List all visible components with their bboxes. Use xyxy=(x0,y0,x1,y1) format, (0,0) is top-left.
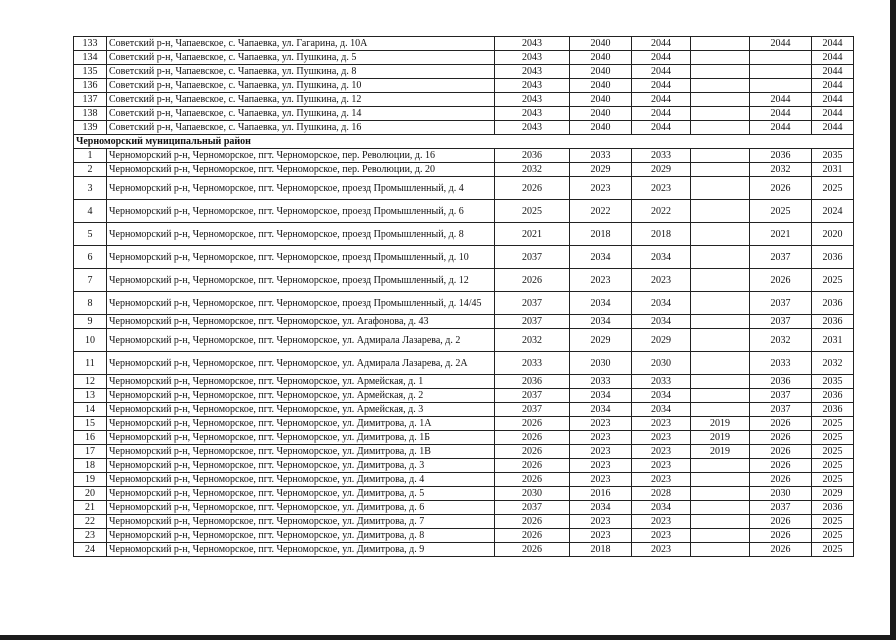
table-row xyxy=(74,37,854,51)
year-cell-1: 2033 xyxy=(495,352,570,375)
year-cell-4 xyxy=(691,459,750,473)
year-cell-3: 2044 xyxy=(632,79,691,93)
row-number-cell: 133 xyxy=(74,37,107,51)
year-cell-6: 2036 xyxy=(812,403,854,417)
year-cell-3: 2044 xyxy=(632,93,691,107)
row-number-cell: 10 xyxy=(74,329,107,352)
year-cell-5 xyxy=(750,65,812,79)
year-cell-4 xyxy=(691,37,750,51)
year-cell-3: 2023 xyxy=(632,177,691,200)
address-cell: Черноморский р-н, Черноморское, пгт. Черноморское, ул. Димитрова, д. 1Б xyxy=(107,431,495,445)
year-cell-4 xyxy=(691,501,750,515)
year-cell-3: 2022 xyxy=(632,200,691,223)
year-cell-2: 2034 xyxy=(570,246,632,269)
year-cell-6: 2020 xyxy=(812,223,854,246)
year-cell-1: 2026 xyxy=(495,459,570,473)
year-cell-6: 2044 xyxy=(812,107,854,121)
table-row xyxy=(74,65,854,79)
year-cell-3: 2034 xyxy=(632,403,691,417)
year-cell-5: 2026 xyxy=(750,177,812,200)
year-cell-6: 2025 xyxy=(812,177,854,200)
address-cell: Черноморский р-н, Черноморское, пгт. Черноморское, ул. Адмирала Лазарева, д. 2 xyxy=(107,329,495,352)
year-cell-5 xyxy=(750,79,812,93)
year-cell-3: 2023 xyxy=(632,431,691,445)
year-cell-4 xyxy=(691,329,750,352)
row-number-cell: 134 xyxy=(74,51,107,65)
address-cell: Черноморский р-н, Черноморское, пгт. Черноморское, ул. Адмирала Лазарева, д. 2А xyxy=(107,352,495,375)
year-cell-3: 2044 xyxy=(632,107,691,121)
table-row xyxy=(74,459,854,473)
section-title: Черноморский муниципальный район xyxy=(74,135,854,149)
year-cell-4 xyxy=(691,543,750,557)
year-cell-5: 2021 xyxy=(750,223,812,246)
year-cell-6: 2025 xyxy=(812,473,854,487)
year-cell-2: 2034 xyxy=(570,292,632,315)
year-cell-3: 2023 xyxy=(632,473,691,487)
table-row xyxy=(74,329,854,352)
year-cell-5: 2026 xyxy=(750,529,812,543)
address-cell: Черноморский р-н, Черноморское, пгт. Черноморское, проезд Промышленный, д. 12 xyxy=(107,269,495,292)
year-cell-4 xyxy=(691,79,750,93)
row-number-cell: 18 xyxy=(74,459,107,473)
address-cell: Черноморский р-н, Черноморское, пгт. Черноморское, пер. Революции, д. 20 xyxy=(107,163,495,177)
scan-edge-bottom xyxy=(0,635,896,640)
row-number-cell: 14 xyxy=(74,403,107,417)
year-cell-5: 2044 xyxy=(750,121,812,135)
address-cell: Черноморский р-н, Черноморское, пгт. Черноморское, ул. Димитрова, д. 4 xyxy=(107,473,495,487)
year-cell-6: 2036 xyxy=(812,389,854,403)
year-cell-3: 2023 xyxy=(632,529,691,543)
year-cell-2: 2040 xyxy=(570,65,632,79)
year-cell-3: 2044 xyxy=(632,51,691,65)
year-cell-4 xyxy=(691,200,750,223)
year-cell-2: 2023 xyxy=(570,515,632,529)
row-number-cell: 23 xyxy=(74,529,107,543)
table-row xyxy=(74,487,854,501)
year-cell-4 xyxy=(691,403,750,417)
year-cell-6: 2024 xyxy=(812,200,854,223)
year-cell-3: 2044 xyxy=(632,37,691,51)
year-cell-1: 2043 xyxy=(495,37,570,51)
address-cell: Черноморский р-н, Черноморское, пгт. Черноморское, пер. Революции, д. 16 xyxy=(107,149,495,163)
row-number-cell: 3 xyxy=(74,177,107,200)
year-cell-5: 2026 xyxy=(750,515,812,529)
year-cell-1: 2025 xyxy=(495,200,570,223)
year-cell-3: 2018 xyxy=(632,223,691,246)
year-cell-6: 2035 xyxy=(812,149,854,163)
row-number-cell: 138 xyxy=(74,107,107,121)
year-cell-6: 2029 xyxy=(812,487,854,501)
year-cell-2: 2029 xyxy=(570,329,632,352)
year-cell-6: 2044 xyxy=(812,51,854,65)
address-cell: Черноморский р-н, Черноморское, пгт. Черноморское, ул. Димитрова, д. 9 xyxy=(107,543,495,557)
year-cell-4 xyxy=(691,163,750,177)
address-cell: Черноморский р-н, Черноморское, пгт. Черноморское, проезд Промышленный, д. 8 xyxy=(107,223,495,246)
year-cell-4: 2019 xyxy=(691,445,750,459)
address-cell: Советский р-н, Чапаевское, с. Чапаевка, ул. Пушкина, д. 8 xyxy=(107,65,495,79)
row-number-cell: 5 xyxy=(74,223,107,246)
row-number-cell: 136 xyxy=(74,79,107,93)
year-cell-2: 2023 xyxy=(570,529,632,543)
year-cell-3: 2023 xyxy=(632,543,691,557)
table-row xyxy=(74,445,854,459)
table-row xyxy=(74,93,854,107)
address-cell: Черноморский р-н, Черноморское, пгт. Черноморское, проезд Промышленный, д. 4 xyxy=(107,177,495,200)
address-cell: Советский р-н, Чапаевское, с. Чапаевка, ул. Пушкина, д. 16 xyxy=(107,121,495,135)
row-number-cell: 22 xyxy=(74,515,107,529)
year-cell-5: 2026 xyxy=(750,431,812,445)
year-cell-4 xyxy=(691,149,750,163)
row-number-cell: 7 xyxy=(74,269,107,292)
year-cell-1: 2037 xyxy=(495,292,570,315)
table-row xyxy=(74,417,854,431)
year-cell-3: 2044 xyxy=(632,121,691,135)
year-cell-1: 2026 xyxy=(495,431,570,445)
year-cell-2: 2023 xyxy=(570,269,632,292)
row-number-cell: 16 xyxy=(74,431,107,445)
row-number-cell: 17 xyxy=(74,445,107,459)
table-row xyxy=(74,79,854,93)
address-cell: Советский р-н, Чапаевское, с. Чапаевка, ул. Гагарина, д. 10А xyxy=(107,37,495,51)
address-cell: Черноморский р-н, Черноморское, пгт. Черноморское, ул. Армейская, д. 3 xyxy=(107,403,495,417)
year-cell-1: 2037 xyxy=(495,501,570,515)
year-cell-5: 2026 xyxy=(750,543,812,557)
year-cell-6: 2044 xyxy=(812,37,854,51)
year-cell-2: 2040 xyxy=(570,37,632,51)
year-cell-4 xyxy=(691,375,750,389)
year-cell-5: 2037 xyxy=(750,501,812,515)
year-cell-4 xyxy=(691,473,750,487)
year-cell-2: 2034 xyxy=(570,315,632,329)
address-cell: Черноморский р-н, Черноморское, пгт. Черноморское, ул. Димитрова, д. 6 xyxy=(107,501,495,515)
year-cell-4 xyxy=(691,269,750,292)
address-cell: Советский р-н, Чапаевское, с. Чапаевка, ул. Пушкина, д. 5 xyxy=(107,51,495,65)
year-cell-6: 2036 xyxy=(812,246,854,269)
year-cell-2: 2040 xyxy=(570,79,632,93)
year-cell-5: 2026 xyxy=(750,473,812,487)
year-cell-1: 2026 xyxy=(495,515,570,529)
year-cell-6: 2035 xyxy=(812,375,854,389)
year-cell-4 xyxy=(691,315,750,329)
year-cell-2: 2034 xyxy=(570,501,632,515)
year-cell-2: 2030 xyxy=(570,352,632,375)
row-number-cell: 137 xyxy=(74,93,107,107)
address-cell: Черноморский р-н, Черноморское, пгт. Черноморское, ул. Армейская, д. 2 xyxy=(107,389,495,403)
table-row xyxy=(74,149,854,163)
year-cell-6: 2044 xyxy=(812,65,854,79)
table-row xyxy=(74,352,854,375)
year-cell-3: 2023 xyxy=(632,459,691,473)
year-cell-6: 2025 xyxy=(812,459,854,473)
year-cell-1: 2037 xyxy=(495,403,570,417)
housing-schedule-table xyxy=(73,36,854,557)
year-cell-2: 2023 xyxy=(570,417,632,431)
year-cell-5: 2026 xyxy=(750,269,812,292)
table-row xyxy=(74,515,854,529)
address-cell: Черноморский р-н, Черноморское, пгт. Черноморское, ул. Димитрова, д. 8 xyxy=(107,529,495,543)
year-cell-2: 2040 xyxy=(570,107,632,121)
year-cell-2: 2034 xyxy=(570,403,632,417)
year-cell-5: 2044 xyxy=(750,37,812,51)
year-cell-4 xyxy=(691,223,750,246)
year-cell-3: 2044 xyxy=(632,65,691,79)
table-body xyxy=(74,37,854,557)
section-row xyxy=(74,135,854,149)
year-cell-3: 2034 xyxy=(632,389,691,403)
table-row xyxy=(74,246,854,269)
year-cell-1: 2026 xyxy=(495,473,570,487)
year-cell-5: 2026 xyxy=(750,459,812,473)
year-cell-2: 2018 xyxy=(570,543,632,557)
year-cell-3: 2034 xyxy=(632,292,691,315)
year-cell-1: 2032 xyxy=(495,329,570,352)
address-cell: Черноморский р-н, Черноморское, пгт. Черноморское, ул. Димитрова, д. 5 xyxy=(107,487,495,501)
year-cell-6: 2025 xyxy=(812,515,854,529)
year-cell-2: 2023 xyxy=(570,431,632,445)
year-cell-1: 2043 xyxy=(495,79,570,93)
year-cell-4 xyxy=(691,246,750,269)
year-cell-3: 2034 xyxy=(632,315,691,329)
year-cell-1: 2026 xyxy=(495,269,570,292)
year-cell-4 xyxy=(691,515,750,529)
row-number-cell: 24 xyxy=(74,543,107,557)
year-cell-2: 2023 xyxy=(570,445,632,459)
year-cell-6: 2025 xyxy=(812,431,854,445)
year-cell-5: 2037 xyxy=(750,315,812,329)
year-cell-4 xyxy=(691,529,750,543)
year-cell-5: 2036 xyxy=(750,149,812,163)
year-cell-2: 2016 xyxy=(570,487,632,501)
year-cell-2: 2023 xyxy=(570,177,632,200)
table-row xyxy=(74,107,854,121)
year-cell-5: 2037 xyxy=(750,403,812,417)
row-number-cell: 12 xyxy=(74,375,107,389)
year-cell-4 xyxy=(691,352,750,375)
year-cell-6: 2025 xyxy=(812,269,854,292)
year-cell-4 xyxy=(691,389,750,403)
row-number-cell: 6 xyxy=(74,246,107,269)
table-row xyxy=(74,315,854,329)
row-number-cell: 13 xyxy=(74,389,107,403)
year-cell-2: 2022 xyxy=(570,200,632,223)
address-cell: Советский р-н, Чапаевское, с. Чапаевка, ул. Пушкина, д. 12 xyxy=(107,93,495,107)
year-cell-3: 2033 xyxy=(632,149,691,163)
year-cell-2: 2018 xyxy=(570,223,632,246)
year-cell-6: 2036 xyxy=(812,501,854,515)
year-cell-6: 2025 xyxy=(812,445,854,459)
year-cell-4 xyxy=(691,51,750,65)
address-cell: Черноморский р-н, Черноморское, пгт. Черноморское, ул. Димитрова, д. 1В xyxy=(107,445,495,459)
year-cell-5: 2032 xyxy=(750,329,812,352)
address-cell: Советский р-н, Чапаевское, с. Чапаевка, ул. Пушкина, д. 10 xyxy=(107,79,495,93)
address-cell: Черноморский р-н, Черноморское, пгт. Черноморское, ул. Димитрова, д. 3 xyxy=(107,459,495,473)
row-number-cell: 8 xyxy=(74,292,107,315)
year-cell-6: 2036 xyxy=(812,292,854,315)
year-cell-3: 2033 xyxy=(632,375,691,389)
year-cell-1: 2026 xyxy=(495,543,570,557)
table-row xyxy=(74,529,854,543)
year-cell-2: 2029 xyxy=(570,163,632,177)
year-cell-1: 2036 xyxy=(495,149,570,163)
row-number-cell: 19 xyxy=(74,473,107,487)
address-cell: Черноморский р-н, Черноморское, пгт. Черноморское, ул. Агафонова, д. 43 xyxy=(107,315,495,329)
table-row xyxy=(74,375,854,389)
year-cell-3: 2034 xyxy=(632,246,691,269)
row-number-cell: 135 xyxy=(74,65,107,79)
row-number-cell: 20 xyxy=(74,487,107,501)
year-cell-3: 2023 xyxy=(632,445,691,459)
year-cell-6: 2025 xyxy=(812,417,854,431)
year-cell-6: 2032 xyxy=(812,352,854,375)
year-cell-3: 2023 xyxy=(632,515,691,529)
year-cell-1: 2037 xyxy=(495,389,570,403)
year-cell-1: 2043 xyxy=(495,51,570,65)
table-row xyxy=(74,223,854,246)
year-cell-6: 2031 xyxy=(812,329,854,352)
year-cell-1: 2026 xyxy=(495,529,570,543)
scan-edge-right xyxy=(890,0,896,640)
row-number-cell: 9 xyxy=(74,315,107,329)
table-row xyxy=(74,473,854,487)
address-cell: Черноморский р-н, Черноморское, пгт. Черноморское, проезд Промышленный, д. 10 xyxy=(107,246,495,269)
year-cell-5: 2044 xyxy=(750,93,812,107)
year-cell-5: 2036 xyxy=(750,375,812,389)
year-cell-1: 2037 xyxy=(495,315,570,329)
year-cell-3: 2023 xyxy=(632,417,691,431)
table-row xyxy=(74,431,854,445)
year-cell-5: 2037 xyxy=(750,292,812,315)
year-cell-1: 2026 xyxy=(495,177,570,200)
year-cell-1: 2043 xyxy=(495,107,570,121)
year-cell-5 xyxy=(750,51,812,65)
year-cell-5: 2044 xyxy=(750,107,812,121)
table-row xyxy=(74,501,854,515)
year-cell-5: 2037 xyxy=(750,389,812,403)
table-row xyxy=(74,292,854,315)
year-cell-6: 2025 xyxy=(812,543,854,557)
year-cell-3: 2029 xyxy=(632,163,691,177)
table-row xyxy=(74,51,854,65)
address-cell: Черноморский р-н, Черноморское, пгт. Черноморское, ул. Армейская, д. 1 xyxy=(107,375,495,389)
row-number-cell: 21 xyxy=(74,501,107,515)
year-cell-6: 2025 xyxy=(812,529,854,543)
year-cell-4 xyxy=(691,121,750,135)
year-cell-2: 2023 xyxy=(570,473,632,487)
table-row xyxy=(74,543,854,557)
year-cell-3: 2029 xyxy=(632,329,691,352)
year-cell-2: 2040 xyxy=(570,51,632,65)
table-row xyxy=(74,177,854,200)
row-number-cell: 4 xyxy=(74,200,107,223)
table-row xyxy=(74,121,854,135)
year-cell-6: 2044 xyxy=(812,93,854,107)
address-cell: Советский р-н, Чапаевское, с. Чапаевка, ул. Пушкина, д. 14 xyxy=(107,107,495,121)
year-cell-5: 2025 xyxy=(750,200,812,223)
address-cell: Черноморский р-н, Черноморское, пгт. Черноморское, проезд Промышленный, д. 6 xyxy=(107,200,495,223)
year-cell-1: 2032 xyxy=(495,163,570,177)
year-cell-4 xyxy=(691,65,750,79)
year-cell-5: 2026 xyxy=(750,445,812,459)
year-cell-2: 2033 xyxy=(570,375,632,389)
row-number-cell: 2 xyxy=(74,163,107,177)
row-number-cell: 1 xyxy=(74,149,107,163)
year-cell-1: 2037 xyxy=(495,246,570,269)
year-cell-3: 2034 xyxy=(632,501,691,515)
year-cell-2: 2034 xyxy=(570,389,632,403)
address-cell: Черноморский р-н, Черноморское, пгт. Черноморское, проезд Промышленный, д. 14/45 xyxy=(107,292,495,315)
year-cell-3: 2023 xyxy=(632,269,691,292)
year-cell-5: 2026 xyxy=(750,417,812,431)
year-cell-4 xyxy=(691,107,750,121)
year-cell-5: 2033 xyxy=(750,352,812,375)
row-number-cell: 139 xyxy=(74,121,107,135)
table-row xyxy=(74,403,854,417)
year-cell-2: 2040 xyxy=(570,93,632,107)
year-cell-4 xyxy=(691,93,750,107)
year-cell-3: 2030 xyxy=(632,352,691,375)
year-cell-4 xyxy=(691,292,750,315)
year-cell-5: 2030 xyxy=(750,487,812,501)
year-cell-2: 2033 xyxy=(570,149,632,163)
year-cell-4: 2019 xyxy=(691,431,750,445)
year-cell-1: 2026 xyxy=(495,417,570,431)
row-number-cell: 11 xyxy=(74,352,107,375)
year-cell-2: 2040 xyxy=(570,121,632,135)
year-cell-1: 2036 xyxy=(495,375,570,389)
year-cell-1: 2030 xyxy=(495,487,570,501)
table-row xyxy=(74,269,854,292)
year-cell-6: 2044 xyxy=(812,79,854,93)
table-row xyxy=(74,389,854,403)
year-cell-6: 2036 xyxy=(812,315,854,329)
table-row xyxy=(74,163,854,177)
year-cell-4: 2019 xyxy=(691,417,750,431)
row-number-cell: 15 xyxy=(74,417,107,431)
year-cell-1: 2043 xyxy=(495,65,570,79)
year-cell-5: 2037 xyxy=(750,246,812,269)
year-cell-6: 2044 xyxy=(812,121,854,135)
year-cell-1: 2043 xyxy=(495,93,570,107)
address-cell: Черноморский р-н, Черноморское, пгт. Черноморское, ул. Димитрова, д. 7 xyxy=(107,515,495,529)
year-cell-3: 2028 xyxy=(632,487,691,501)
year-cell-4 xyxy=(691,177,750,200)
year-cell-1: 2026 xyxy=(495,445,570,459)
year-cell-6: 2031 xyxy=(812,163,854,177)
year-cell-4 xyxy=(691,487,750,501)
table-row xyxy=(74,200,854,223)
year-cell-1: 2043 xyxy=(495,121,570,135)
address-cell: Черноморский р-н, Черноморское, пгт. Черноморское, ул. Димитрова, д. 1А xyxy=(107,417,495,431)
year-cell-5: 2032 xyxy=(750,163,812,177)
year-cell-1: 2021 xyxy=(495,223,570,246)
year-cell-2: 2023 xyxy=(570,459,632,473)
